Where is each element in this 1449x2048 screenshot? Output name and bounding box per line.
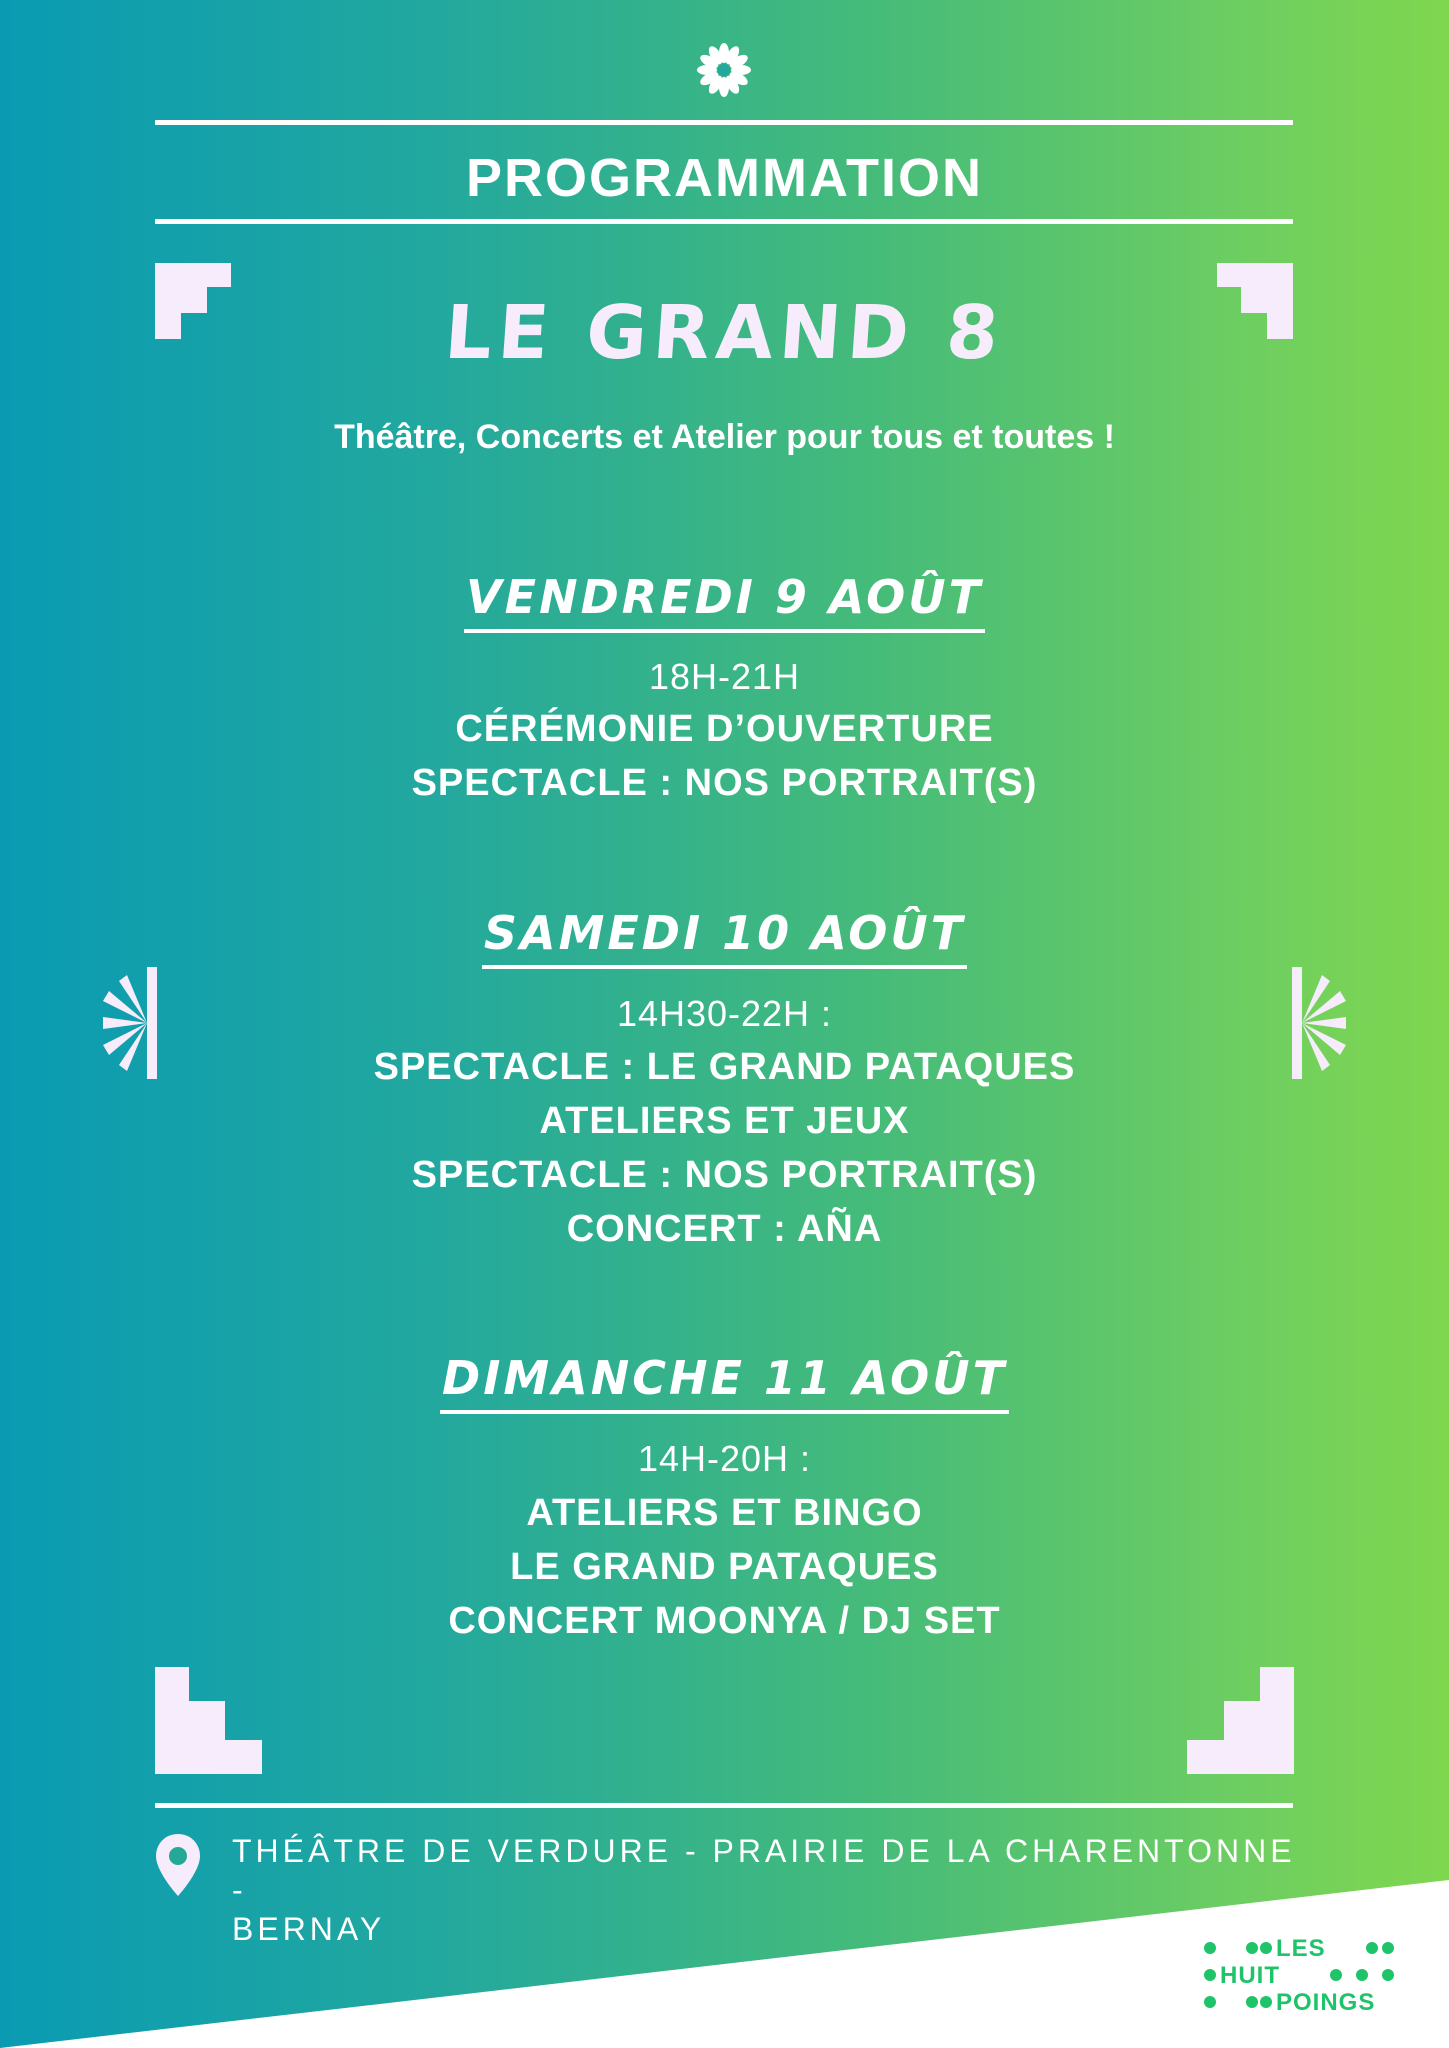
- logo-text-huit: HUIT: [1220, 1962, 1280, 1989]
- day-time: 14H30-22H :: [616, 993, 833, 1034]
- day-time: 14H-20H :: [637, 1438, 812, 1479]
- program-item: ATELIERS ET BINGO: [526, 1492, 923, 1534]
- program-item: SPECTACLE : NOS PORTRAIT(S): [411, 762, 1038, 804]
- program-item: SPECTACLE : LE GRAND PATAQUES: [373, 1046, 1076, 1088]
- logo-text-les: LES: [1276, 1935, 1326, 1962]
- venue-line-2: BERNAY: [232, 1911, 386, 1947]
- program-item: CÉRÉMONIE D’OUVERTURE: [455, 708, 994, 750]
- event-subtitle: Théâtre, Concerts et Atelier pour tous et toutes !: [334, 418, 1115, 456]
- programmation-title: PROGRAMMATION: [466, 148, 983, 208]
- program-item: ATELIERS ET JEUX: [539, 1100, 910, 1142]
- logo-text-poings: POINGS: [1276, 1989, 1376, 2016]
- event-title: LE GRAND 8: [441, 290, 1008, 376]
- les-huit-poings-logo: [1200, 1935, 1410, 2015]
- program-item: CONCERT MOONYA / DJ SET: [448, 1600, 1001, 1642]
- venue-line-1: THÉÂTRE DE VERDURE - PRAIRIE DE LA CHARENTONNE -: [232, 1833, 1296, 1908]
- day-heading-text: DIMANCHE 11 AOÛT: [440, 1348, 1009, 1414]
- day-time: 18H-21H: [648, 656, 801, 697]
- program-item: SPECTACLE : NOS PORTRAIT(S): [411, 1154, 1038, 1196]
- day-heading-text: SAMEDI 10 AOÛT: [482, 903, 967, 969]
- day-heading-text: VENDREDI 9 AOÛT: [464, 567, 985, 633]
- program-item: CONCERT : AÑA: [566, 1208, 883, 1250]
- program-item: LE GRAND PATAQUES: [510, 1546, 939, 1588]
